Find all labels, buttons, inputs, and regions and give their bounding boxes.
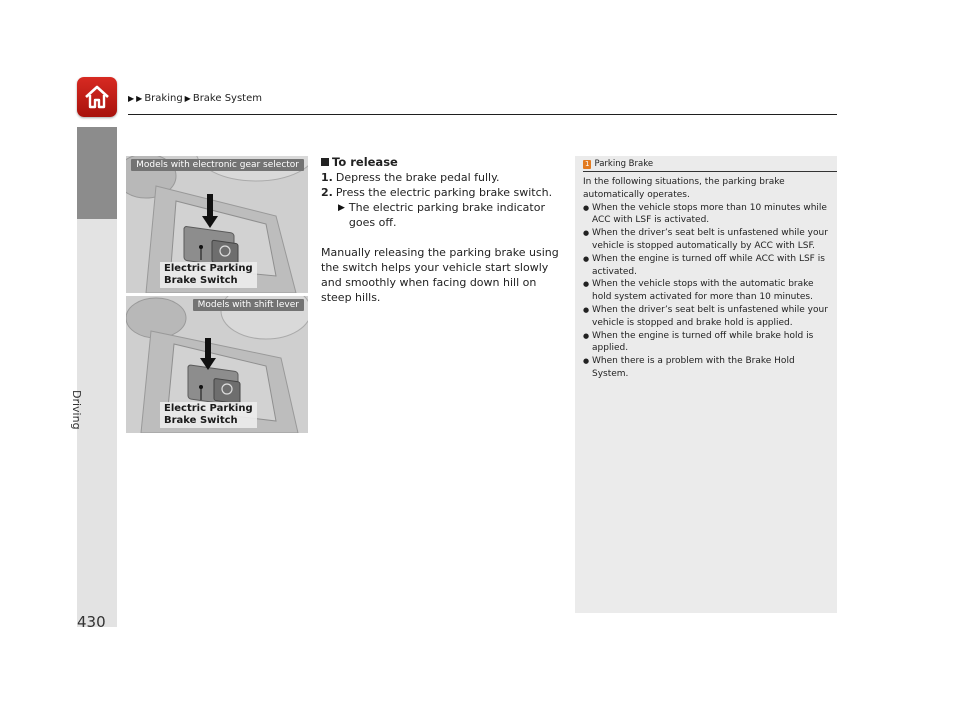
electric-parking-brake-switch-label	[160, 402, 257, 428]
step-2	[321, 185, 566, 200]
breadcrumb-arrow-icon: ▶	[184, 94, 191, 103]
list-item: ● When the driver’s seat belt is unfastened while your vehicle is stopped and brake hold is applied.	[583, 304, 831, 330]
notes-divider	[583, 171, 837, 172]
header-divider	[128, 114, 837, 115]
list-item: ● When the engine is turned off while brake hold is applied.	[583, 330, 831, 356]
notes-title-text[interactable]: Parking Brake	[594, 159, 654, 169]
sub-step-text: The electric parking brake indicator goes off.	[348, 201, 545, 229]
notes-list	[583, 202, 831, 381]
list-item: ● When there is a problem with the Brake Hold System.	[583, 355, 831, 381]
breadcrumb	[128, 93, 262, 104]
breadcrumb-arrow-icon: ▶	[136, 94, 143, 103]
step-1	[321, 170, 566, 185]
square-bullet-icon	[321, 158, 329, 166]
list-item: ● When the driver’s seat belt is unfastened while your vehicle is stopped automatically by ACC with LSF.	[583, 227, 831, 253]
notes-title	[583, 159, 653, 169]
main-content	[321, 155, 566, 305]
list-item: ● When the engine is turned off while ACC with LSF is activated.	[583, 253, 831, 279]
label-line: Brake Switch	[164, 415, 238, 426]
step-text: Press the electric parking brake switch.	[335, 186, 553, 199]
sub-step	[321, 200, 566, 230]
list-item: ● When the vehicle stops with the automatic brake hold system activated for more than 10 minutes.	[583, 278, 831, 304]
list-item: ● When the vehicle stops more than 10 minutes while ACC with LSF is activated.	[583, 202, 831, 228]
home-button[interactable]	[77, 77, 117, 117]
step-number: 1.	[321, 171, 333, 184]
figure-caption: Models with shift lever	[193, 299, 304, 311]
notes-body	[583, 176, 831, 381]
side-tab-marker	[77, 127, 117, 219]
figure-electronic-gear-selector	[126, 156, 308, 293]
label-line: Electric Parking	[164, 263, 253, 274]
sub-step-arrow-icon: ▶	[338, 203, 345, 213]
section-heading-text: To release	[332, 155, 398, 169]
label-line: Brake Switch	[164, 275, 238, 286]
page-number: 430	[77, 613, 106, 631]
notes-intro: In the following situations, the parking brake automatically operates.	[583, 177, 785, 200]
home-icon	[83, 84, 111, 110]
body-paragraph: Manually releasing the parking brake using the switch helps your vehicle start slowly and smoothly when facing down hill on steep hills.	[321, 246, 559, 304]
electric-parking-brake-switch-label	[160, 262, 257, 288]
notes-panel	[575, 156, 837, 613]
figure-caption: Models with electronic gear selector	[131, 159, 304, 171]
section-heading	[321, 155, 566, 170]
breadcrumb-item-brake-system[interactable]: Brake System	[192, 93, 262, 104]
side-tab-label[interactable]: Driving	[70, 390, 83, 430]
note-marker: 1	[585, 159, 590, 168]
breadcrumb-item-braking[interactable]: Braking	[144, 93, 183, 104]
step-text: Depress the brake pedal fully.	[335, 171, 500, 184]
figure-shift-lever	[126, 296, 308, 433]
label-line: Electric Parking	[164, 403, 253, 414]
breadcrumb-arrow-icon: ▶	[128, 94, 135, 103]
step-number: 2.	[321, 186, 333, 199]
